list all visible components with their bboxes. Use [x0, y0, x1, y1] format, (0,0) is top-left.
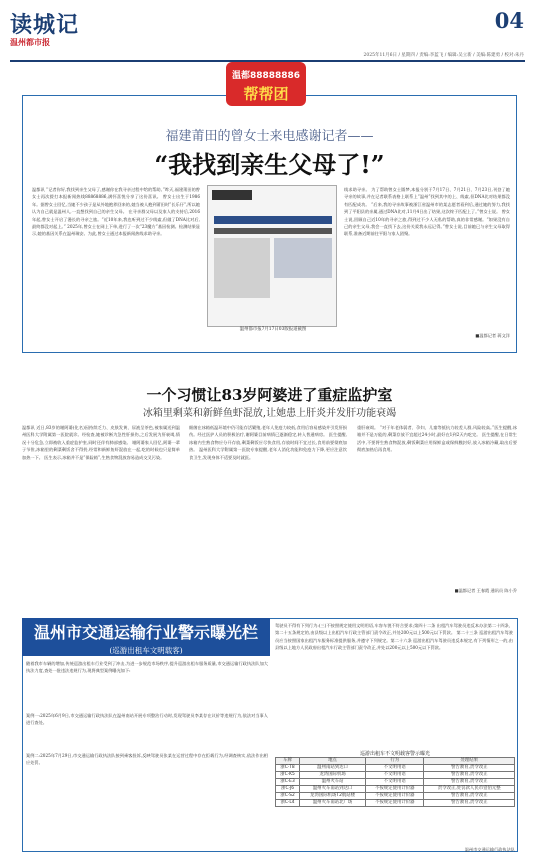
- table-cell: 不按规定使用计价器: [366, 800, 424, 807]
- story3-banner: [22, 618, 270, 656]
- table-cell: 浙C·J6: [276, 786, 300, 793]
- story3-intro: 随着我市车辆的增加,传统巡游出租车行业受到了冲击,为进一步规范市场秩序,提升巡游出租车服务质量,市交通运输行政执法队加大执法力度,查处一批违法违规行为,现将典型案例曝光如下:: [26, 661, 268, 674]
- column-badge: [226, 62, 306, 106]
- table-row: [276, 786, 515, 793]
- table-row: [276, 793, 515, 800]
- page-number: 04: [494, 8, 524, 33]
- table-cell: 不按规定使用计价器: [366, 793, 424, 800]
- story3-regulations: 驾驶员不得有下列行为:(三)不按照规定使用文明用语,车容车貌不符合要求;第四十二条 出租汽车驾驶员违反本办法第二十四条、第二十五条规定的,由县级以上出租汽车行政主管部门责令改正,并处200元以上500元以下罚款。 第二十三条 巡游出租汽车驾驶员应当按照国家出租汽车服务标准提供服务,并遵守下列规定。第二十六条 巡游出租汽车驾驶员违反本规定,有下列情形之一的,由县级以上地方人民政府出租汽车行政主管部门责令改正,并处以200元以上500元以下罚款。: [275, 623, 513, 651]
- table-cell: 警告教育,责令改正: [424, 765, 515, 772]
- table-cell: 不文明用语: [366, 779, 424, 786]
- section-title: 读城记: [10, 12, 80, 38]
- table-header: 行为: [366, 758, 424, 765]
- story1-headline: “我找到亲生父母了!”: [154, 150, 385, 179]
- story2-byline: ■温都记者 王春霞 通讯员 陈小乔: [454, 588, 517, 593]
- table-cell: 浙C·T8: [276, 765, 300, 772]
- story1-byline: ■温都记者 蒋文洋: [475, 333, 510, 338]
- violation-table: [275, 757, 515, 807]
- table-row: [276, 765, 515, 772]
- story2-subhead: 冰箱里剩菜和新鲜鱼虾混放,让她患上肝炎并发肝功能衰竭: [142, 408, 397, 419]
- violation-table-wrap: [275, 757, 515, 807]
- table-header: 地点: [300, 758, 366, 765]
- header-meta: 2025年11月6日 / 星期四 / 责编:李蓝飞 / 编辑:吴立新 / 美编:陈建勇 / 校对:朱丹: [363, 53, 524, 58]
- table-cell: 警告教育,责令改正: [424, 793, 515, 800]
- story2-col1: 温都讯 近日,83岁的谢阿婆(化名)因持续乏力、皮肤发黄、尿液呈茶色,被家属送到温州医科大学附属第一医院就诊。经检查,她被诊断为急性肝损伤,之后发展为肝衰竭,情况十分危急,立即被收入重症监护室,同时还伴有肺部感染。 谢阿婆家人回忆,阿婆一辈子节俭,冰箱里的剩菜剩饭舍不得扔,经常和新鲜鱼虾混放在一起,吃的时候也只是简单加热一下。 医生表示,冰箱并不是“保险箱”,生熟食物混放容易造成交叉污染。: [22, 425, 180, 460]
- story1-photo: [207, 185, 337, 327]
- table-header: 处理结果: [424, 758, 515, 765]
- story3-footer: 温州市交通运输行政执法队: [464, 847, 515, 852]
- table-cell: 警告教育,责令改正: [424, 800, 515, 807]
- table-cell: 浙C·E3: [276, 779, 300, 786]
- table-row: [276, 800, 515, 807]
- table-cell: 温州火车南站北广场: [300, 800, 366, 807]
- table-cell: 龙湾国际机场T2航站楼: [300, 793, 366, 800]
- table-header: 车牌: [276, 758, 300, 765]
- story2-col3: 重肝衰竭。 “对于年老体弱者、孕妇、儿童等抵抗力较差人群,风险较高。”医生提醒,冰箱并不是万能的,剩菜存放不宜超过24小时,最好在1到2天内吃完。 医生提醒,在日常生活中,不要将生熟食物混放,剩饭剩菜应用保鲜盒或保鲜膜封好,放入冰箱冷藏,取出后要彻底加热后再食用。: [357, 425, 517, 453]
- story2-col2: 细菌在冰箱低温环境中仍可能存活繁殖,老年人免疫力较低,食用后容易感染并引发肝损伤。经过医护人员的积极治疗,谢阿婆目前病情已逐渐稳定,转入普通病房。 医生提醒,冰箱内生熟食物应分开存放,剩菜剩饭应尽快食用,存放时间不宜过长,食用前要彻底加热。 温州医科大学附属第一医院专家提醒,老年人消化功能和免疫力下降,更应注意饮食卫生,发现身体不适要及时就医。: [189, 425, 347, 460]
- table-cell: 温州火车站: [300, 779, 366, 786]
- story1-col1: 温都讯 “记者你好,我找到亲生父母了,感谢你在我寻亲过程中给的帮助。”昨天,福建莆田的曾女士再次拨打本报新闻热线88868886,满怀喜悦分享了这份喜讯。 曾女士出生于1986年。据曾女士回忆,当她不少孩子是从外地抱养回来的,她当被人抱到莆田时“长乐仔”,所以她认为自己就是温州人,一直想找到自己的亲生父母。 在寻亲群父母以及家人的支持后,2016年起,曾女士开启了漫长的寻亲之旅。“近10年来,我也听到过不少线索,但做了DNA比对后,最终都没对起上。” 2025年,曾女士在网上下单,进行了一次“23魔方”基因检测。检测结果显示,她的基因关系在温州瑞安。为此,曾女士通过本报新闻热线求助寻亲。: [32, 187, 200, 237]
- story1-col2: 线求助寻亲。 为了帮助曾女士圆梦,本报分别于7月17日、7月21日、7月23日,刊登了她寻亲的故事,并在记者联系表格上联系上“温州”找到其中的上、线索,但DNA比对结果都没有匹配成功。 “后来,我的寻亲故事被浙江省温州市的某志愿者看到后,通过她的努力,我找到了平阳县的亲属,通过DNA比对,11月4日出了结果,这次终于匹配上了。”曾女士说。 曾女士说,回顾自己近10年的寻亲之旅,得到过不少人无私的帮助,真的非常感谢。“如果没有自己的亲生父母,我会一直找下去,这份关爱我永远记得。”曾女士说,目前她已与亲生父母取得联系,准备近期前往平阳与家人团聚。: [344, 187, 510, 237]
- table-title: 巡游出租车不文明载客警示曝光: [359, 751, 430, 757]
- photo-caption: 温州都市报7月17日03版报道截图: [239, 327, 307, 332]
- table-cell: 龙湾国际机场: [300, 772, 366, 779]
- story1-kicker: 福建莆田的曾女士来电感谢记者——: [165, 129, 374, 144]
- table-cell: 不按规定使用计价器: [366, 786, 424, 793]
- table-cell: 温州火车南站到达口: [300, 786, 366, 793]
- story3-subtitle: (巡游出租车文明载客): [109, 646, 183, 655]
- story2-headline: 一个习惯让83岁阿婆进了重症监护室: [146, 386, 393, 404]
- table-cell: 不文明用语: [366, 772, 424, 779]
- table-row: [276, 772, 515, 779]
- table-cell: 不文明用语: [366, 765, 424, 772]
- badge-main: 帮帮团: [243, 85, 289, 103]
- table-cell: 警告教育,责令改正: [424, 772, 515, 779]
- table-cell: 浙C·K5: [276, 772, 300, 779]
- story3-case2: 案例二:2025年7月29日,市交通运输行政执法队接到乘客投诉,反映驾驶员张某在运营过程中存在拒载行为,经调查核实,依法作出相应处罚。: [26, 753, 268, 766]
- badge-top: 温都88888886: [231, 71, 301, 81]
- table-cell: 浙C·S2: [276, 793, 300, 800]
- table-cell: 温州南站到达口: [300, 765, 366, 772]
- table-row: [276, 779, 515, 786]
- table-cell: 责令改正,处罚款人民币壹佰元整: [424, 786, 515, 793]
- paper-name: 温州都市报: [10, 37, 50, 47]
- story3-case1: 案例一:2025年6月9日,市交通运输行政执法队在温州南站开展专项整治行动时,发现驾驶员李某存在议价等违规行为,依法对当事人进行查处。: [26, 713, 268, 726]
- table-cell: 浙C·L4: [276, 800, 300, 807]
- story3-title: 温州市交通运输行业警示曝光栏: [33, 623, 258, 642]
- table-cell: 警告教育,责令改正: [424, 779, 515, 786]
